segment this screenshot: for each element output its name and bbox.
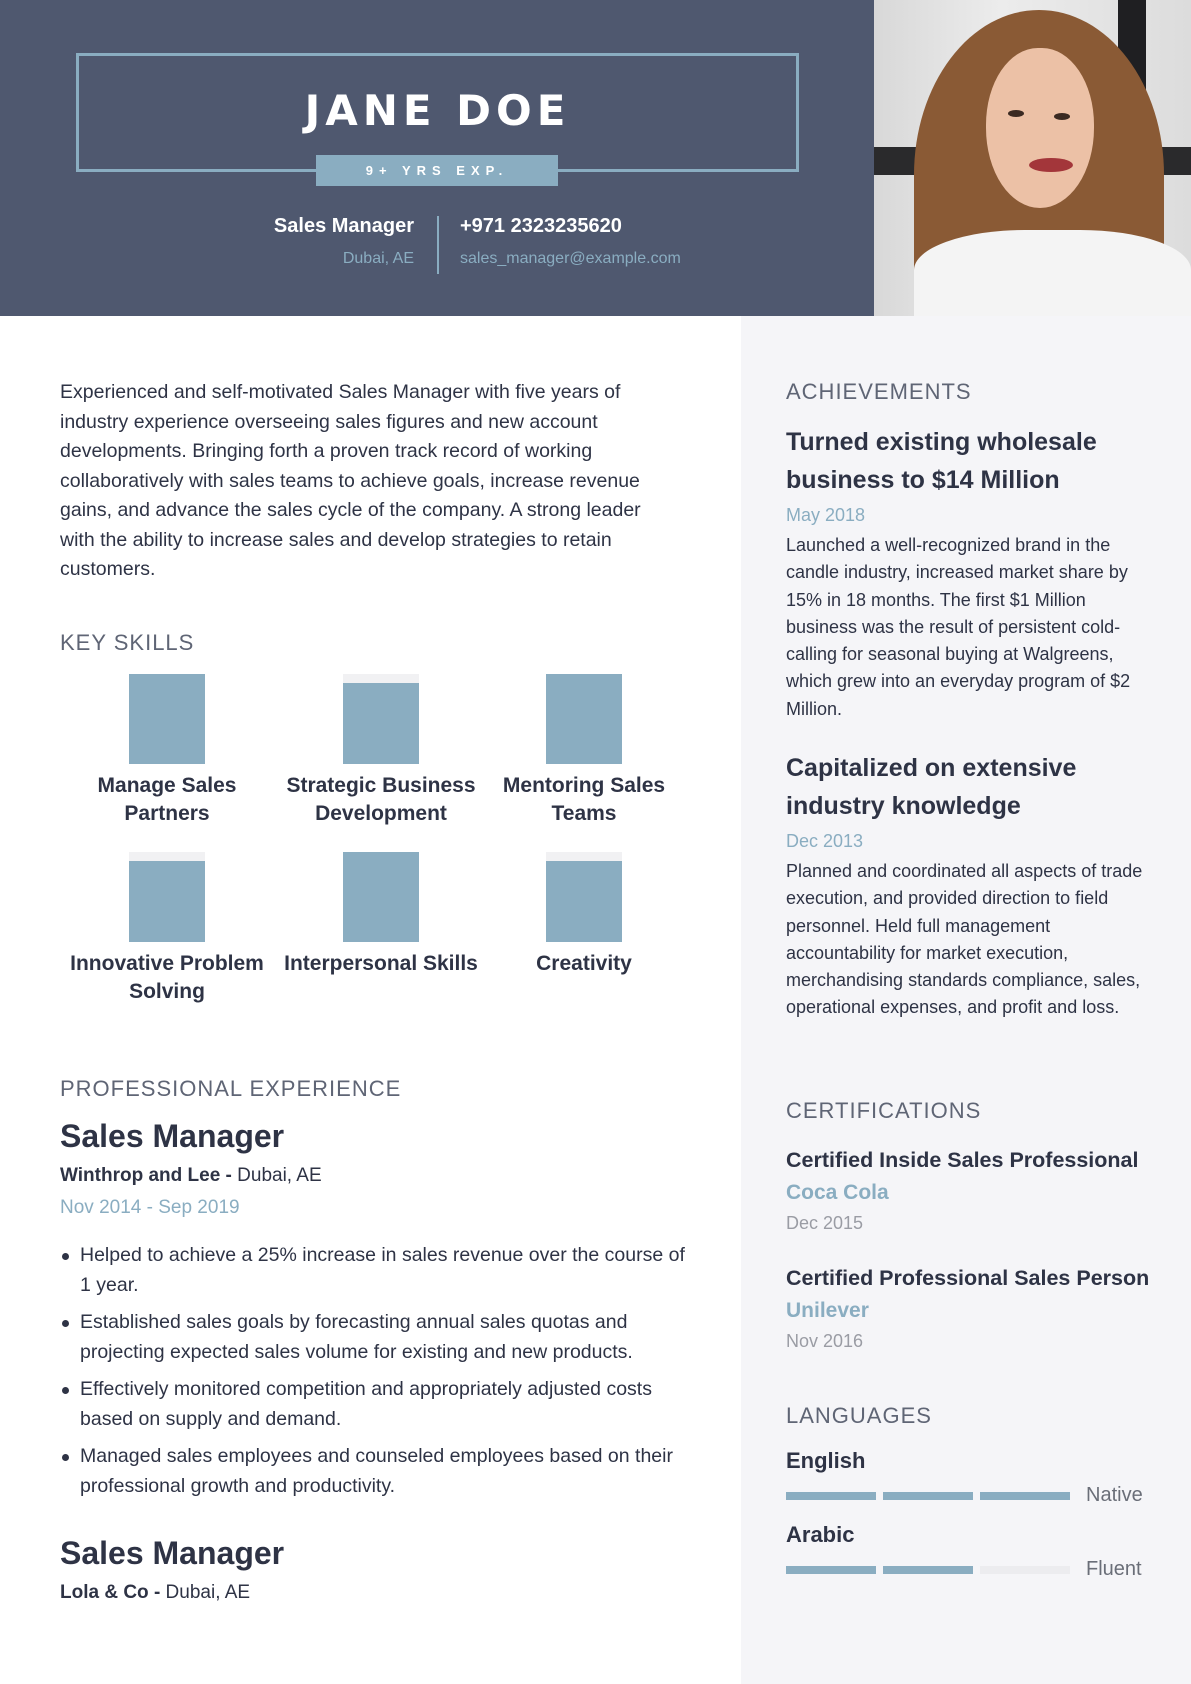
photo-shirt xyxy=(914,230,1191,316)
job-entry xyxy=(60,1118,690,1509)
skill-level-fill xyxy=(546,674,622,764)
skills-grid xyxy=(60,674,680,1030)
skill-level-bar xyxy=(546,674,622,764)
bullet-item: Effectively monitored competition and appropriately adjusted costs based on supply and demand. xyxy=(60,1375,690,1434)
achievement-description: Planned and coordinated all aspects of trade execution, and provided direction to field personnel. Held full management accountability for market execution, merchandising standards compliance, sales, operational expenses, and profit and loss. xyxy=(786,861,1143,1018)
achievements-heading: ACHIEVEMENTS xyxy=(786,379,972,404)
bullet-item: Managed sales employees and counseled employees based on their professional growth and productivity. xyxy=(60,1442,690,1501)
email-link[interactable]: sales_manager@example.com xyxy=(460,250,681,267)
achievement-title: Capitalized on extensive industry knowledge xyxy=(786,754,1077,820)
language-item xyxy=(786,1522,1156,1581)
achievement-title: Turned existing wholesale business to $14 Million xyxy=(786,428,1097,494)
skill-level-bar xyxy=(546,852,622,942)
certification-item xyxy=(786,1266,1156,1352)
job-bullets xyxy=(60,1241,690,1501)
achievement-item xyxy=(786,749,1156,1022)
skill-label: Manage Sales Partners xyxy=(97,774,237,825)
certification-issuer: Coca Cola xyxy=(786,1181,889,1204)
job-role: Sales Manager xyxy=(60,1535,285,1571)
professional-summary: Experienced and self-motivated Sales Manager with five years of industry experience overseeing sales figures and new account developments. Bringing forth a proven track record of working collaboratively with sales teams to achieve goals, increase revenue gains, and advance the sales cycle of the company. A strong leader with the ability to increase sales and develop strategies to retain customers. xyxy=(60,381,641,580)
location: Dubai, AE xyxy=(342,250,414,267)
skill-label: Creativity xyxy=(536,952,632,975)
skill-level-fill xyxy=(343,683,419,764)
achievement-description: Launched a well-recognized brand in the candle industry, increased market share by 15% in 18 months. The first $1 Million business was the result of persistent cold-calling for seasonal buying at Walgreens, which grew into an everyday program of $2 Million. xyxy=(786,535,1131,719)
photo-lips xyxy=(1029,158,1073,172)
photo-face xyxy=(986,48,1094,208)
job-title: Sales Manager xyxy=(273,215,414,237)
achievement-item xyxy=(786,423,1156,723)
language-name: English xyxy=(786,1448,866,1473)
company-name: Lola & Co - xyxy=(60,1582,161,1603)
certification-item xyxy=(786,1148,1156,1234)
certifications-heading: CERTIFICATIONS xyxy=(786,1098,982,1123)
language-level-row xyxy=(786,1558,1156,1581)
contact-right xyxy=(460,215,681,268)
skill-level-bar xyxy=(343,674,419,764)
certification-name: Certified Professional Sales Person xyxy=(786,1266,1150,1290)
company-name: Winthrop and Lee - xyxy=(60,1165,232,1186)
level-segment xyxy=(786,1566,876,1574)
contact-divider xyxy=(437,216,439,274)
experience-badge: 9+ YRS EXP. xyxy=(316,155,558,186)
skill-level-fill xyxy=(129,674,205,764)
resume-header xyxy=(0,0,874,316)
photo-eye-right xyxy=(1054,113,1070,120)
job-role: Sales Manager xyxy=(60,1118,285,1154)
skill-item xyxy=(274,852,488,1030)
job-location: Dubai, AE xyxy=(231,1165,322,1186)
languages-heading: LANGUAGES xyxy=(786,1403,932,1428)
certification-issuer: Unilever xyxy=(786,1299,869,1322)
job-location: Dubai, AE xyxy=(160,1582,251,1603)
phone-number[interactable]: +971 2323235620 xyxy=(460,215,622,237)
skill-level-fill xyxy=(546,861,622,942)
skill-level-fill xyxy=(343,852,419,942)
skill-level-bar xyxy=(343,852,419,942)
job-company-line xyxy=(60,1165,690,1187)
skill-label: Interpersonal Skills xyxy=(284,952,478,975)
language-name: Arabic xyxy=(786,1522,855,1547)
job-company-line xyxy=(60,1582,690,1604)
level-segment xyxy=(786,1492,876,1500)
experience-heading: PROFESSIONAL EXPERIENCE xyxy=(60,1076,402,1101)
key-skills-heading: KEY SKILLS xyxy=(60,630,195,655)
candidate-name: JANE DOE xyxy=(304,86,571,135)
level-segment xyxy=(883,1566,973,1574)
level-segment xyxy=(883,1492,973,1500)
language-level: Native xyxy=(1086,1484,1143,1506)
job-dates: Nov 2014 - Sep 2019 xyxy=(60,1197,240,1218)
skill-level-bar xyxy=(129,852,205,942)
skill-item xyxy=(274,674,488,852)
skill-level-fill xyxy=(129,861,205,942)
skill-item xyxy=(488,852,680,1030)
language-item xyxy=(786,1448,1156,1507)
language-level-row xyxy=(786,1484,1156,1507)
skill-level-bar xyxy=(129,674,205,764)
level-segment xyxy=(980,1492,1070,1500)
job-entry xyxy=(60,1535,690,1604)
bullet-item: Established sales goals by forecasting annual sales quotas and projecting expected sales volume for existing and new products. xyxy=(60,1308,690,1367)
profile-photo xyxy=(874,0,1191,316)
skill-item xyxy=(60,852,274,1030)
skill-label: Strategic Business Development xyxy=(286,774,476,825)
level-segment xyxy=(980,1566,1070,1574)
skill-item xyxy=(488,674,680,852)
certification-date: Nov 2016 xyxy=(786,1331,864,1351)
achievement-date: May 2018 xyxy=(786,505,866,525)
certification-name: Certified Inside Sales Professional xyxy=(786,1148,1139,1172)
skill-item xyxy=(60,674,274,852)
skill-label: Mentoring Sales Teams xyxy=(502,774,666,825)
skill-label: Innovative Problem Solving xyxy=(70,952,264,1003)
bullet-item: Helped to achieve a 25% increase in sales revenue over the course of 1 year. xyxy=(60,1241,690,1300)
contact-left xyxy=(274,215,414,268)
certification-date: Dec 2015 xyxy=(786,1213,864,1233)
achievement-date: Dec 2013 xyxy=(786,831,864,851)
language-level: Fluent xyxy=(1086,1558,1142,1580)
photo-eye-left xyxy=(1008,110,1024,117)
